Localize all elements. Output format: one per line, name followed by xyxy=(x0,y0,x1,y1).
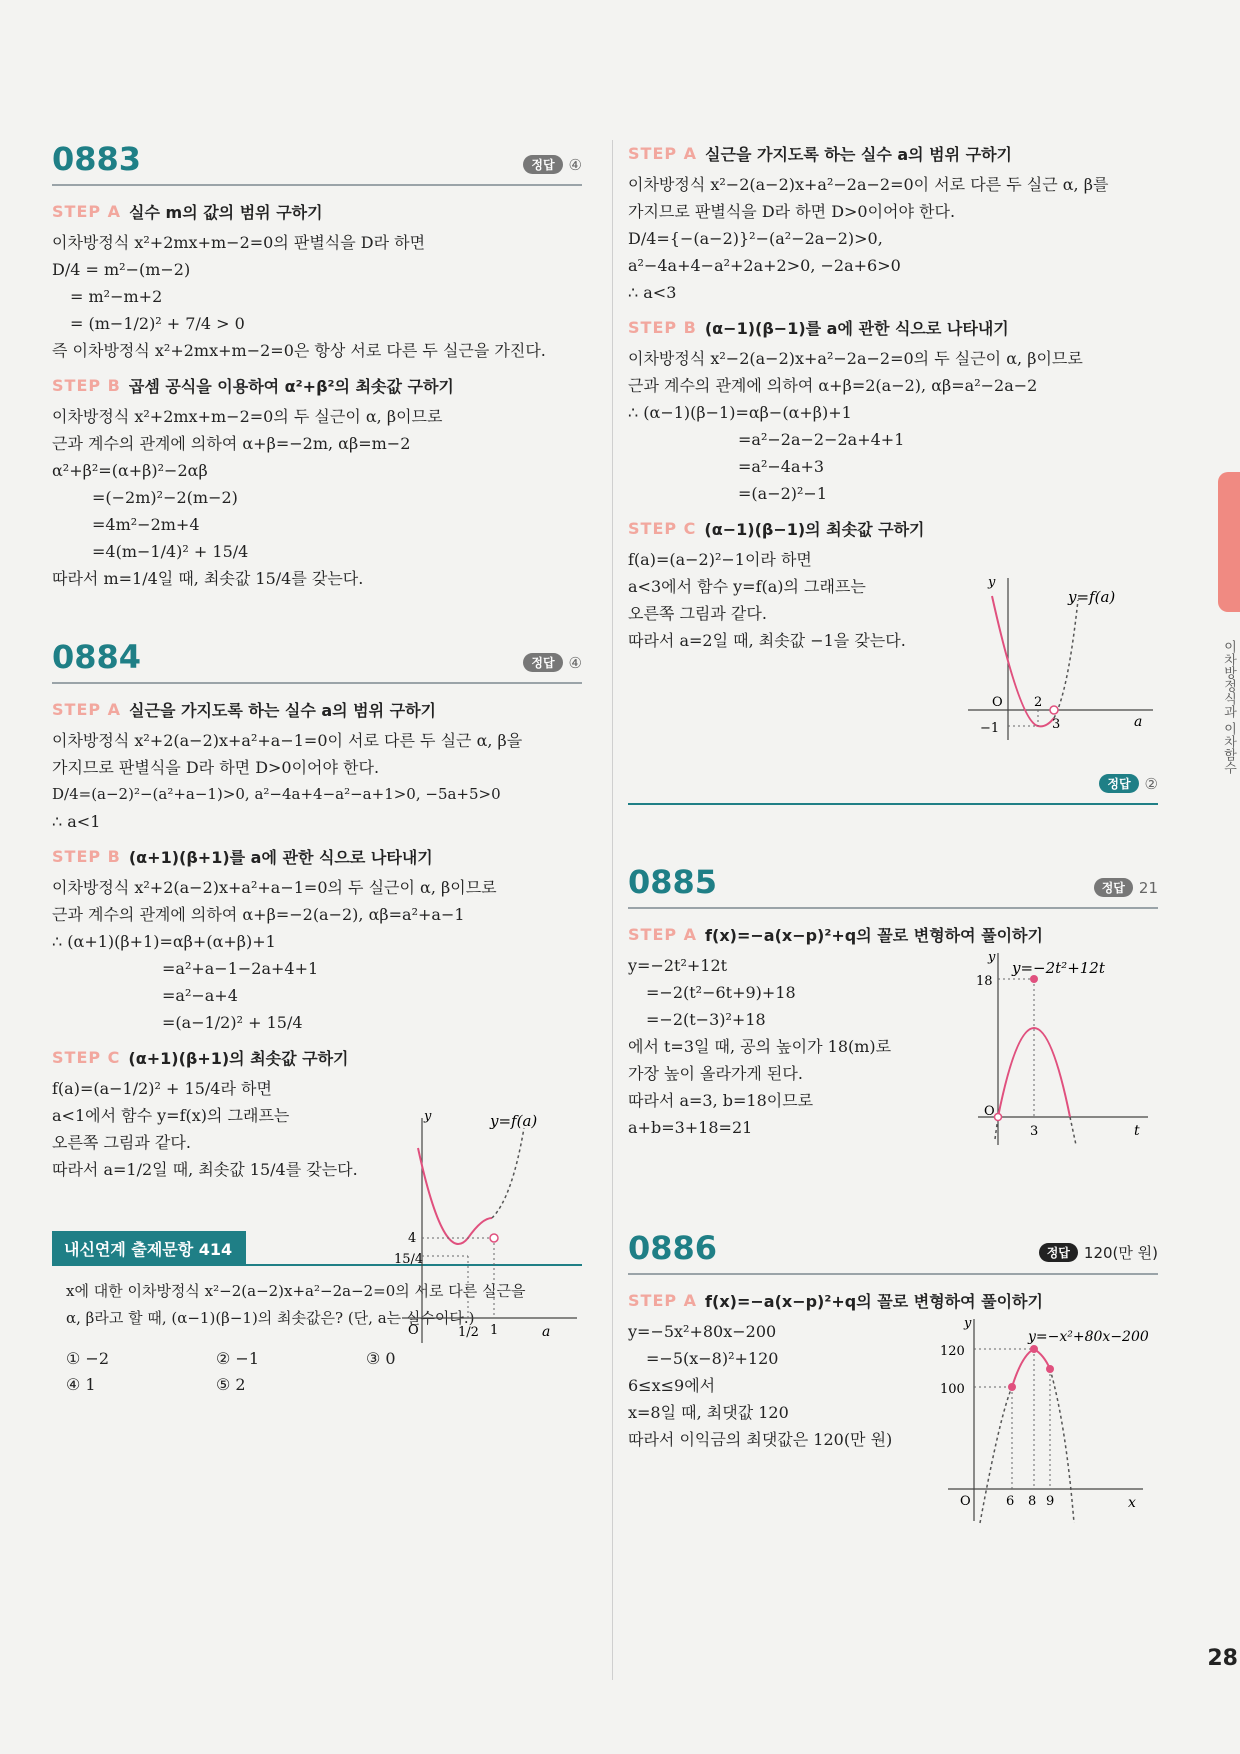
curve-label: y=f(a) xyxy=(490,1112,538,1130)
math-line: =a²−4a+3 xyxy=(738,457,825,476)
step-label: STEP B xyxy=(52,847,121,866)
graph-0884 xyxy=(382,1108,582,1348)
step-title: (α+1)(β+1)의 최솟값 구하기 xyxy=(128,1049,349,1068)
x-label: t xyxy=(1134,1123,1140,1139)
math-line: =a²−a+4 xyxy=(162,986,238,1005)
problem-header xyxy=(628,1229,1158,1275)
answer-tag: 정답 xyxy=(1039,1243,1078,1262)
answer xyxy=(1094,878,1158,897)
x-label: a xyxy=(1134,714,1143,730)
math-line: D/4 = m²−(m−2) xyxy=(52,260,191,279)
answer xyxy=(628,774,1158,793)
answer xyxy=(523,653,582,672)
tick-9: 9 xyxy=(1046,1494,1055,1509)
step-c xyxy=(628,517,1158,540)
math-line: =(a−1/2)² + 15/4 xyxy=(162,1013,303,1032)
problem-0883 xyxy=(52,140,582,592)
y-label: y xyxy=(964,1316,972,1331)
math-line: α²+β²=(α+β)²−2αβ xyxy=(52,461,208,480)
math-line: ∴ a<3 xyxy=(628,283,677,302)
text-line: 이차방정식 x²+2mx+m−2=0의 두 실근이 α, β이므로 xyxy=(52,407,443,426)
math-line: 6≤x≤9에서 xyxy=(628,1376,716,1395)
curve-label: y=f(a) xyxy=(1068,588,1116,606)
answer-value: ④ xyxy=(568,653,582,672)
graph-0885 xyxy=(968,949,1158,1149)
answer xyxy=(1039,1242,1158,1263)
text-line: 따라서 이익금의 최댓값은 120(만 원) xyxy=(628,1430,893,1449)
math-line: =−5(x−8)²+120 xyxy=(646,1349,779,1368)
step-label: STEP A xyxy=(52,700,122,719)
text-line: 이차방정식 x²−2(a−2)x+a²−2a−2=0이 서로 다른 두 실근 α, β를 xyxy=(628,175,1109,194)
problem-number: 0883 xyxy=(52,140,142,178)
start-point xyxy=(995,1114,1002,1121)
choices xyxy=(52,1346,582,1398)
tick-6: 6 xyxy=(1006,1494,1015,1509)
text-line: 오른쪽 그림과 같다. xyxy=(52,1133,191,1152)
tick-100: 100 xyxy=(940,1382,965,1397)
answer-value: ④ xyxy=(568,155,582,174)
answer xyxy=(523,155,582,174)
math-line: x=8일 때, 최댓값 120 xyxy=(628,1403,789,1422)
curve-dashed xyxy=(1054,600,1078,718)
tick-2: 2 xyxy=(1034,695,1043,710)
problem-header xyxy=(628,863,1158,909)
math-line: = (m−1/2)² + 7/4 > 0 xyxy=(70,314,245,333)
math-line: = m²−m+2 xyxy=(70,287,163,306)
y-label: y xyxy=(424,1109,432,1124)
problem-0883-continued xyxy=(628,142,1158,805)
tick-8: 8 xyxy=(1028,1494,1037,1509)
step-a xyxy=(52,698,582,721)
y-label: y xyxy=(988,950,996,965)
text-line: 이차방정식 x²+2(a−2)x+a²+a−1=0이 서로 다른 두 실근 α, β을 xyxy=(52,731,523,750)
math-line: f(a)=(a−1/2)² + 15/4라 하면 xyxy=(52,1079,272,1098)
question-line: x에 대한 이차방정식 x²−2(a−2)x+a²−2a−2=0의 서로 다른 실근을 xyxy=(66,1282,526,1300)
step-title: (α−1)(β−1)의 최솟값 구하기 xyxy=(704,520,925,539)
text-line: 즉 이차방정식 x²+2mx+m−2=0은 항상 서로 다른 두 실근을 가진다. xyxy=(52,341,546,360)
text-line: 가지므로 판별식을 D라 하면 D>0이어야 한다. xyxy=(628,202,956,221)
step-a xyxy=(52,200,582,223)
tick-3: 3 xyxy=(1030,1124,1039,1139)
math-line: =(−2m)²−2(m−2) xyxy=(92,488,238,507)
tick-half: 1/2 xyxy=(458,1325,479,1340)
step-b xyxy=(628,316,1158,339)
math-line: f(a)=(a−2)²−1이라 하면 xyxy=(628,550,812,569)
answer-tag: 정답 xyxy=(1099,774,1138,793)
step-a xyxy=(628,923,1158,946)
problem-number: 0886 xyxy=(628,1229,718,1267)
step-label: STEP A xyxy=(628,1291,698,1310)
choice-1[interactable]: ① −2 xyxy=(66,1349,110,1368)
math-line: a+b=3+18=21 xyxy=(628,1118,753,1137)
vertical-chapter-title: 이차방정식과 이차함수 xyxy=(1221,640,1236,775)
problem-number: 0884 xyxy=(52,638,142,676)
math-line: =−2(t²−6t+9)+18 xyxy=(646,983,796,1002)
step-a xyxy=(628,1289,1158,1312)
origin-label: O xyxy=(960,1494,971,1509)
curve-solid xyxy=(998,1028,1070,1117)
text-line: 따라서 a=2일 때, 최솟값 −1을 갖는다. xyxy=(628,631,906,650)
math-line: ∴ a<1 xyxy=(52,812,101,831)
text-line: 에서 t=3일 때, 공의 높이가 18(m)로 xyxy=(628,1037,892,1056)
step-title: 실근을 가지도록 하는 실수 a의 범위 구하기 xyxy=(705,145,1013,164)
linked-problem-tag: 내신연계 출제문항 414 xyxy=(52,1231,246,1266)
tick-120: 120 xyxy=(940,1344,965,1359)
text-line: a<3에서 함수 y=f(a)의 그래프는 xyxy=(628,577,866,596)
problem-0885 xyxy=(628,863,1158,1141)
text-line: 근과 계수의 관계에 의하여 α+β=−2m, αβ=m−2 xyxy=(52,434,411,453)
step-title: 실근을 가지도록 하는 실수 a의 범위 구하기 xyxy=(129,701,437,720)
step-title: f(x)=−a(x−p)²+q의 꼴로 변형하여 풀이하기 xyxy=(705,1292,1043,1311)
step-title: f(x)=−a(x−p)²+q의 꼴로 변형하여 풀이하기 xyxy=(705,926,1043,945)
page-number: 28 xyxy=(1207,1646,1238,1671)
answer-tag: 정답 xyxy=(523,653,562,672)
text-line: 근과 계수의 관계에 의하여 α+β=2(a−2), αβ=a²−2a−2 xyxy=(628,376,1038,395)
step-b xyxy=(52,845,582,868)
vertex-point xyxy=(1030,1345,1038,1353)
tick-3: 3 xyxy=(1052,717,1061,732)
answer-value: 21 xyxy=(1138,878,1158,897)
text-line: 따라서 a=1/2일 때, 최솟값 15/4를 갖는다. xyxy=(52,1160,358,1179)
choice-5[interactable]: ⑤ 2 xyxy=(216,1375,246,1394)
open-point xyxy=(1050,706,1058,714)
text-line: 이차방정식 x²+2(a−2)x+a²+a−1=0의 두 실근이 α, β이므로 xyxy=(52,878,497,897)
math-line: =4(m−1/4)² + 15/4 xyxy=(92,542,249,561)
graph-0883 xyxy=(948,572,1158,742)
math-line: y=−2t²+12t xyxy=(628,956,728,975)
math-line: =−2(t−3)²+18 xyxy=(646,1010,766,1029)
math-line: a²−4a+4−a²+2a+2>0, −2a+6>0 xyxy=(628,256,901,275)
text-line: 오른쪽 그림과 같다. xyxy=(628,604,767,623)
curve-label: y=−2t²+12t xyxy=(1012,959,1105,977)
step-label: STEP A xyxy=(628,925,698,944)
math-line: ∴ (α+1)(β+1)=αβ+(α+β)+1 xyxy=(52,932,276,951)
tick-1: 1 xyxy=(490,1323,499,1338)
answer-value: 120(만 원) xyxy=(1083,1244,1158,1262)
start-point xyxy=(1008,1383,1016,1391)
end-point xyxy=(1046,1365,1054,1373)
step-label: STEP A xyxy=(52,202,122,221)
open-point xyxy=(490,1234,498,1242)
math-line: =a²+a−1−2a+4+1 xyxy=(162,959,319,978)
text-line: 가지므로 판별식을 D라 하면 D>0이어야 한다. xyxy=(52,758,380,777)
right-column xyxy=(628,142,1158,1511)
math-line: =(a−2)²−1 xyxy=(738,484,828,503)
x-label: a xyxy=(542,1324,551,1340)
text-line: 이차방정식 x²+2mx+m−2=0의 판별식을 D라 하면 xyxy=(52,233,426,252)
problem-0886 xyxy=(628,1229,1158,1511)
curve-label: y=−x²+80x−200 xyxy=(1028,1329,1149,1345)
origin-label: O xyxy=(984,1104,995,1119)
answer-tag: 정답 xyxy=(523,155,562,174)
choice-2[interactable]: ② −1 xyxy=(216,1349,260,1368)
step-label: STEP C xyxy=(628,519,697,538)
curve-solid xyxy=(418,1148,492,1244)
math-line: D/4={−(a−2)}²−(a²−2a−2)>0, xyxy=(628,229,883,248)
origin-label: O xyxy=(408,1323,419,1338)
curve-dashed xyxy=(492,1128,524,1218)
step-label: STEP B xyxy=(628,318,697,337)
step-label: STEP B xyxy=(52,376,121,395)
text-line: 따라서 a=3, b=18이므로 xyxy=(628,1091,814,1110)
answer-value: ② xyxy=(1144,774,1158,793)
tick-18: 18 xyxy=(976,974,993,989)
chapter-tab xyxy=(1218,472,1240,612)
math-line: D/4=(a−2)²−(a²+a−1)>0, a²−4a+4−a²−a+1>0, −5a+5>0 xyxy=(52,785,501,803)
origin-label: O xyxy=(992,695,1003,710)
problem-number: 0885 xyxy=(628,863,718,901)
step-label: STEP A xyxy=(628,144,698,163)
curve-solid xyxy=(1012,1349,1050,1387)
step-title: (α+1)(β+1)를 a에 관한 식으로 나타내기 xyxy=(128,848,433,867)
step-title: 곱셈 공식을 이용하여 α²+β²의 최솟값 구하기 xyxy=(128,377,454,396)
choice-4[interactable]: ④ 1 xyxy=(66,1375,96,1394)
problem-header xyxy=(52,638,582,684)
graph-0886 xyxy=(918,1315,1158,1525)
step-a xyxy=(628,142,1158,165)
tick-minus-1: −1 xyxy=(980,721,1000,736)
choice-3[interactable]: ③ 0 xyxy=(366,1349,396,1368)
math-line: =4m²−2m+4 xyxy=(92,515,200,534)
tick-15-4: 15/4 xyxy=(394,1252,424,1267)
y-label: y xyxy=(988,575,996,590)
problem-header xyxy=(52,140,582,186)
left-column xyxy=(52,140,582,1398)
x-label: x xyxy=(1128,1495,1136,1511)
step-title: (α−1)(β−1)를 a에 관한 식으로 나타내기 xyxy=(704,319,1009,338)
tick-4: 4 xyxy=(408,1231,417,1246)
text-line: a<1에서 함수 y=f(x)의 그래프는 xyxy=(52,1106,290,1125)
text-line: 이차방정식 x²−2(a−2)x+a²−2a−2=0의 두 실근이 α, β이므로 xyxy=(628,349,1083,368)
text-line: 근과 계수의 관계에 의하여 α+β=−2(a−2), αβ=a²+a−1 xyxy=(52,905,465,924)
text-line: 따라서 m=1/4일 때, 최솟값 15/4를 갖는다. xyxy=(52,569,364,588)
step-c xyxy=(52,1046,582,1069)
question-line: α, β라고 할 때, (α−1)(β−1)의 최솟값은? (단, a는 실수이다.) xyxy=(66,1309,475,1327)
step-label: STEP C xyxy=(52,1048,121,1067)
column-divider xyxy=(612,140,613,1680)
answer-tag: 정답 xyxy=(1094,878,1133,897)
step-b xyxy=(52,374,582,397)
math-line: y=−5x²+80x−200 xyxy=(628,1322,777,1341)
math-line: ∴ (α−1)(β−1)=αβ−(α+β)+1 xyxy=(628,403,852,422)
math-line: =a²−2a−2−2a+4+1 xyxy=(738,430,905,449)
text-line: 가장 높이 올라가게 된다. xyxy=(628,1064,803,1083)
section-separator xyxy=(628,803,1158,805)
step-title: 실수 m의 값의 범위 구하기 xyxy=(129,203,323,222)
